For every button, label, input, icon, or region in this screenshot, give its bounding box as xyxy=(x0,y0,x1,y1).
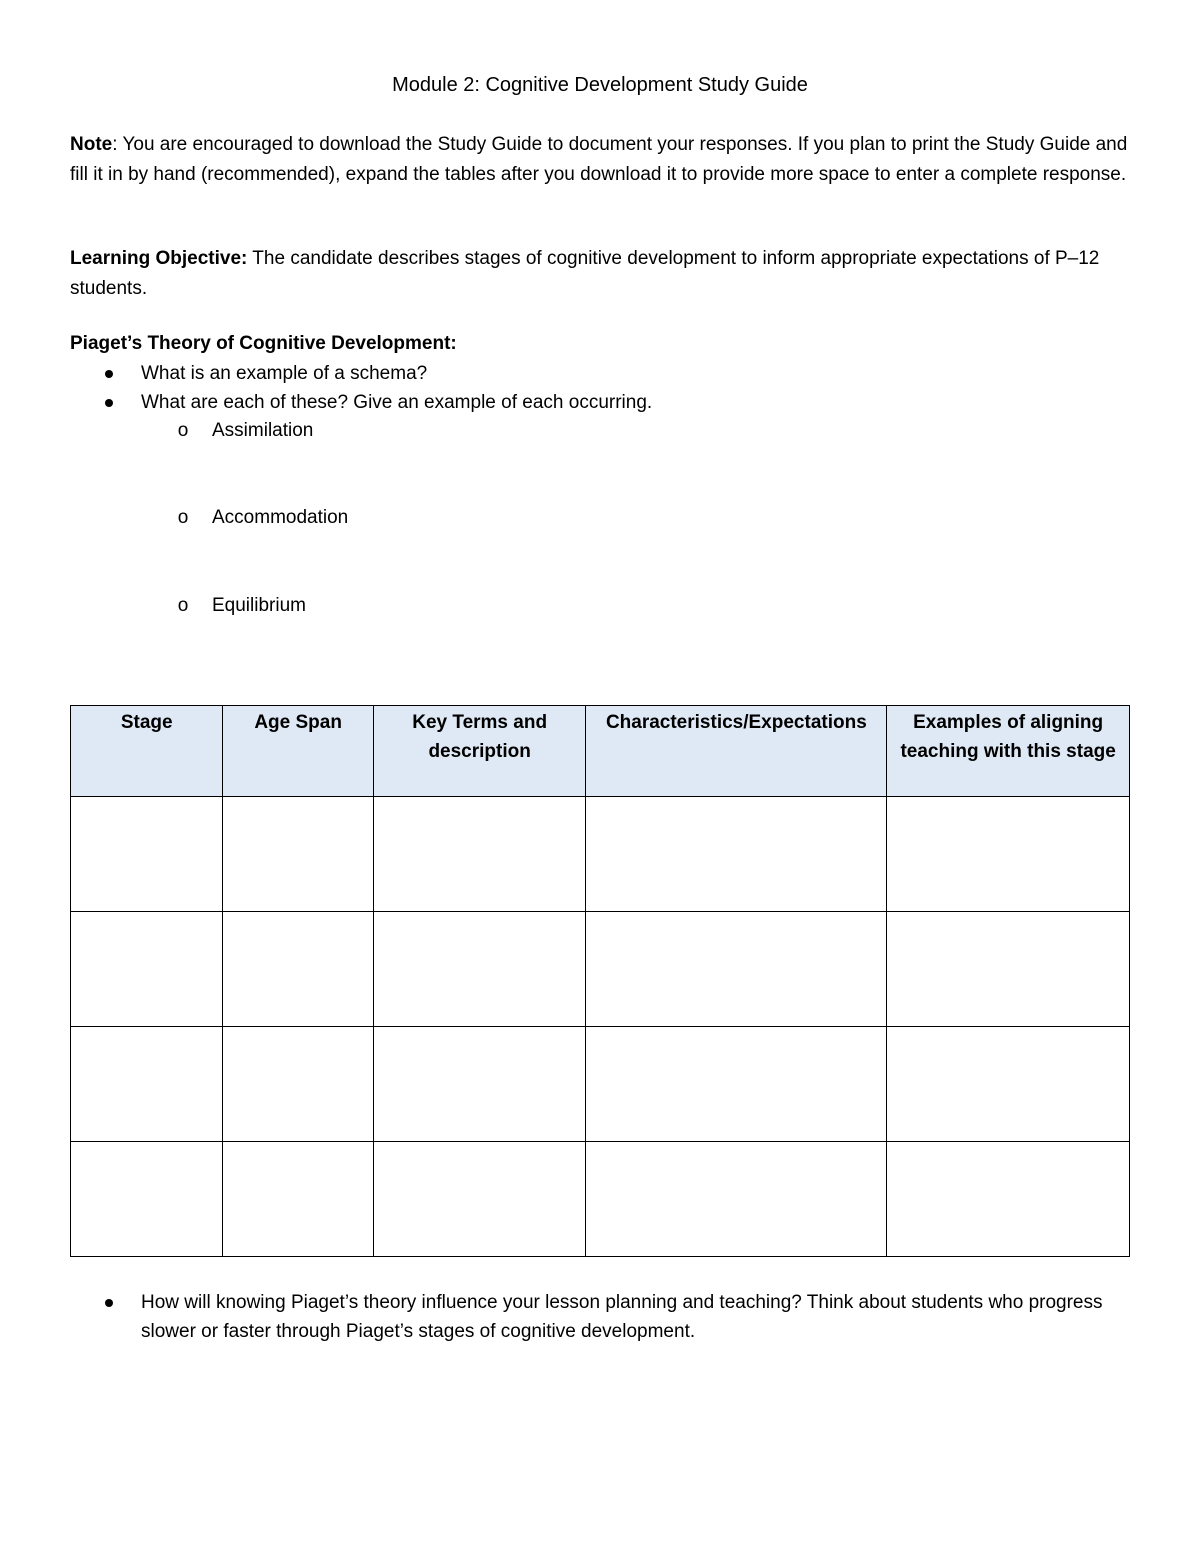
table-cell[interactable] xyxy=(373,1142,586,1257)
stages-table xyxy=(70,705,1130,1257)
table-cell[interactable] xyxy=(373,797,586,912)
header-examples: Examples of aligning teaching with this stage xyxy=(887,706,1130,797)
sub-item-label: Accommodation xyxy=(212,507,349,528)
bullet-text: What is an example of a schema? xyxy=(141,363,428,384)
bullet-icon xyxy=(105,370,113,378)
header-key-terms: Key Terms and description xyxy=(373,706,586,797)
learning-objective xyxy=(70,244,1130,303)
table-cell[interactable] xyxy=(887,1142,1130,1257)
table-cell[interactable] xyxy=(373,912,586,1027)
table-cell[interactable] xyxy=(373,1027,586,1142)
bullet-icon xyxy=(105,1299,113,1307)
section-heading: Piaget’s Theory of Cognitive Development: xyxy=(70,333,457,354)
final-bullet-text: How will knowing Piaget’s theory influence your lesson planning and teaching? Think about students who progress slower or faster through Piaget’s stages of cognitive development. xyxy=(141,1292,1103,1342)
table-cell[interactable] xyxy=(887,912,1130,1027)
bullet-icon xyxy=(105,399,113,407)
bullet-text: What are each of these? Give an example of each occurring. xyxy=(141,392,653,413)
table-row xyxy=(71,912,1130,1027)
objective-text: The candidate describes stages of cognitive development to inform appropriate expectations of P–12 students. xyxy=(70,248,1100,299)
final-bullet-item xyxy=(70,1288,1130,1346)
sub-item-label: Equilibrium xyxy=(212,595,306,616)
table-cell[interactable] xyxy=(586,912,887,1027)
sub-bullet-icon: o xyxy=(177,420,189,441)
page-title: Module 2: Cognitive Development Study Guide xyxy=(392,74,808,96)
note-label: Note xyxy=(70,134,113,155)
table-cell[interactable] xyxy=(71,797,223,912)
table-header-row xyxy=(71,706,1130,797)
header-characteristics: Characteristics/Expectations xyxy=(586,706,887,797)
sub-bullet-icon: o xyxy=(177,507,189,528)
table-row xyxy=(71,1142,1130,1257)
table-cell[interactable] xyxy=(586,797,887,912)
note-text: : You are encouraged to download the Study Guide to document your responses. If you plan to print the Study Guide and fill it in by hand (recommended), expand the tables after you download it to provide more space to enter a complete response. xyxy=(70,134,1128,185)
table-cell[interactable] xyxy=(223,1027,373,1142)
table-cell[interactable] xyxy=(223,1142,373,1257)
table-cell[interactable] xyxy=(586,1142,887,1257)
table-cell[interactable] xyxy=(71,1142,223,1257)
sub-item-label: Assimilation xyxy=(212,420,314,441)
table-cell[interactable] xyxy=(71,912,223,1027)
table-cell[interactable] xyxy=(586,1027,887,1142)
table-row xyxy=(71,1027,1130,1142)
header-age-span: Age Span xyxy=(223,706,373,797)
table-cell[interactable] xyxy=(71,1027,223,1142)
table-cell[interactable] xyxy=(887,797,1130,912)
table-cell[interactable] xyxy=(887,1027,1130,1142)
header-stage: Stage xyxy=(71,706,223,797)
table-cell[interactable] xyxy=(223,912,373,1027)
table-cell[interactable] xyxy=(223,797,373,912)
note-paragraph xyxy=(70,130,1130,189)
table-row xyxy=(71,797,1130,912)
objective-label: Learning Objective: xyxy=(70,248,248,269)
sub-bullet-icon: o xyxy=(177,595,189,616)
